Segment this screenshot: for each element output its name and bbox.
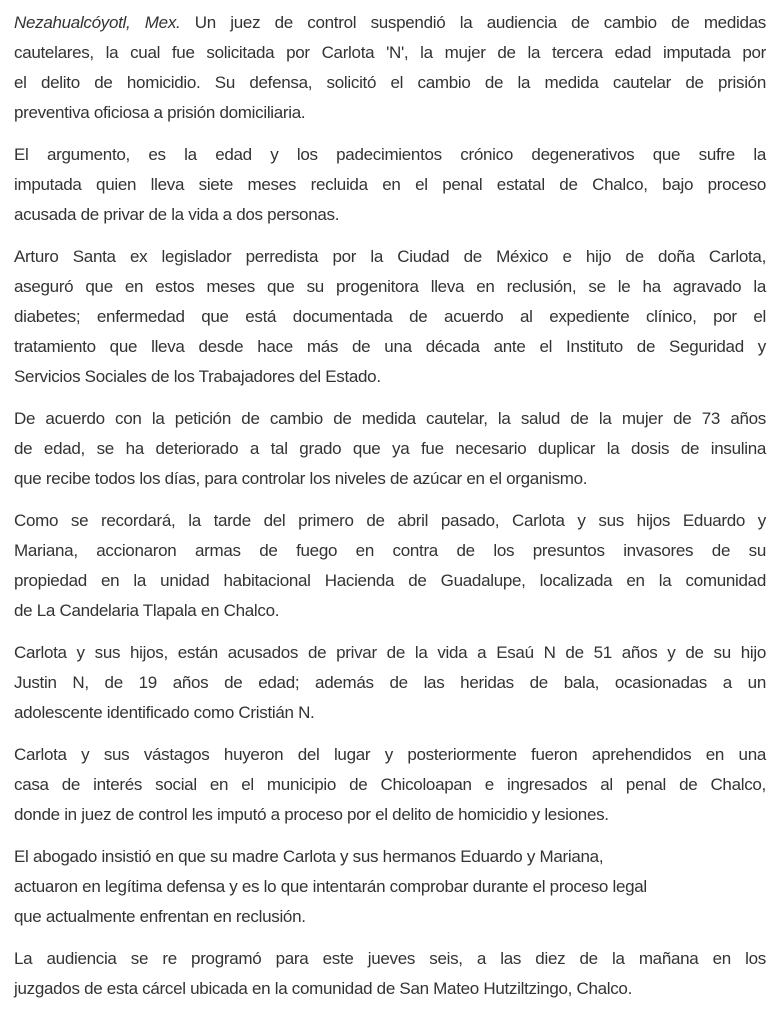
paragraph-5 bbox=[14, 506, 766, 626]
text-line: Como se recordará, la tarde del primero de abril pasado, Carlota y sus hijos Eduardo y bbox=[14, 511, 766, 530]
paragraph-8 bbox=[14, 842, 766, 932]
text-line: diabetes; enfermedad que está documentada de acuerdo al expediente clínico, por el bbox=[14, 307, 766, 326]
text-line: Servicios Sociales de los Trabajadores del Estado. bbox=[14, 367, 381, 386]
text-line: adolescente identificado como Cristián N. bbox=[14, 703, 315, 722]
text-line: Mariana, accionaron armas de fuego en contra de los presuntos invasores de su bbox=[14, 541, 766, 560]
text-line: acusada de privar de la vida a dos personas. bbox=[14, 205, 340, 224]
text-line: El abogado insistió en que su madre Carlota y sus hermanos Eduardo y Mariana, bbox=[14, 847, 604, 866]
text-line: de edad, se ha deteriorado a tal grado que ya fue necesario duplicar la dosis de insulina bbox=[14, 439, 766, 458]
text-line: propiedad en la unidad habitacional Hacienda de Guadalupe, localizada en la comunidad bbox=[14, 571, 766, 590]
text-line: actuaron en legítima defensa y es lo que intentarán comprobar durante el proceso legal bbox=[14, 877, 647, 896]
paragraph-3 bbox=[14, 242, 766, 392]
text-line bbox=[14, 8, 766, 38]
text-line: De acuerdo con la petición de cambio de medida cautelar, la salud de la mujer de 73 años bbox=[14, 409, 766, 428]
text-line: Arturo Santa ex legislador perredista por la Ciudad de México e hijo de doña Carlota, bbox=[14, 247, 766, 266]
paragraph-1 bbox=[14, 8, 766, 128]
text-line: casa de interés social en el municipio de Chicoloapan e ingresados al penal de Chalco, bbox=[14, 775, 766, 794]
paragraph-2 bbox=[14, 140, 766, 230]
text-line: juzgados de esta cárcel ubicada en la comunidad de San Mateo Hutziltzingo, Chalco. bbox=[14, 979, 633, 998]
text-line: preventiva oficiosa a prisión domiciliaria. bbox=[14, 103, 306, 122]
text-line: donde in juez de control les imputó a proceso por el delito de homicidio y lesiones. bbox=[14, 805, 609, 824]
dateline: Nezahualcóyotl, Mex. bbox=[14, 13, 181, 32]
text-line: La audiencia se re programó para este jueves seis, a las diez de la mañana en los bbox=[14, 949, 766, 968]
text-line: el delito de homicidio. Su defensa, solicitó el cambio de la medida cautelar de prisión bbox=[14, 73, 766, 92]
text-line: tratamiento que lleva desde hace más de una década ante el Instituto de Seguridad y bbox=[14, 337, 766, 356]
text-line: cautelares, la cual fue solicitada por Carlota 'N', la mujer de la tercera edad imputada por bbox=[14, 43, 766, 62]
text-line: Carlota y sus hijos, están acusados de privar de la vida a Esaú N de 51 años y de su hijo bbox=[14, 643, 766, 662]
text-line: imputada quien lleva siete meses recluida en el penal estatal de Chalco, bajo proceso bbox=[14, 175, 766, 194]
text-line: de La Candelaria Tlapala en Chalco. bbox=[14, 601, 280, 620]
text-line: Justin N, de 19 años de edad; además de las heridas de bala, ocasionadas a un bbox=[14, 673, 766, 692]
line-text: Un juez de control suspendió la audiencia de cambio de medidas bbox=[180, 13, 766, 32]
paragraph-4 bbox=[14, 404, 766, 494]
paragraph-6 bbox=[14, 638, 766, 728]
text-line: aseguró que en estos meses que su progenitora lleva en reclusión, se le ha agravado la bbox=[14, 277, 766, 296]
text-line: El argumento, es la edad y los padecimientos crónico degenerativos que sufre la bbox=[14, 145, 766, 164]
text-line: Carlota y sus vástagos huyeron del lugar y posteriormente fueron aprehendidos en una bbox=[14, 745, 766, 764]
paragraph-9 bbox=[14, 944, 766, 1004]
text-line: que actualmente enfrentan en reclusión. bbox=[14, 907, 306, 926]
paragraph-7 bbox=[14, 740, 766, 830]
text-line: que recibe todos los días, para controlar los niveles de azúcar en el organismo. bbox=[14, 469, 588, 488]
